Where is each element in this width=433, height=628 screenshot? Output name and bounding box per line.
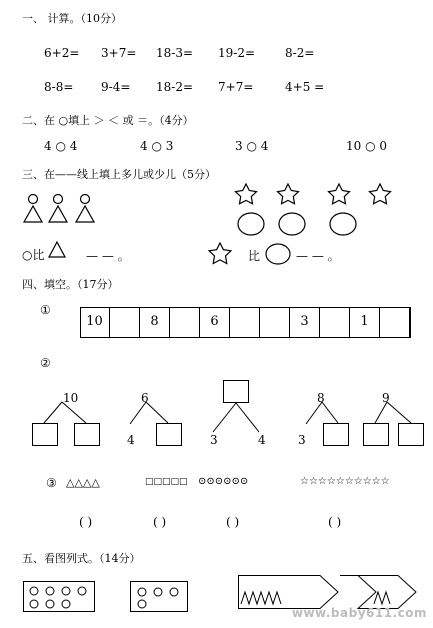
section5-heading: 五、看图列式。（14分） xyxy=(22,552,141,565)
shape-group-triangles: △△△△ xyxy=(66,476,100,489)
math-expression: 6+2= xyxy=(44,46,80,60)
tree-top-number: 6 xyxy=(141,391,149,405)
grid-cell[interactable]: 3 xyxy=(290,307,320,337)
answer-parens[interactable]: ( ) xyxy=(328,515,342,529)
question-marker: ② xyxy=(40,356,51,370)
shape-group-squares: □□□□□ xyxy=(145,477,188,487)
grid-cell[interactable] xyxy=(380,307,410,337)
math-expression: 3+7= xyxy=(101,46,137,60)
grid-cell[interactable]: 1 xyxy=(350,307,380,337)
tree-leaf-number: 4 xyxy=(127,433,135,447)
oval-icon xyxy=(266,244,290,264)
math-expression: 19-2= xyxy=(218,46,256,60)
grid-cell[interactable]: 8 xyxy=(140,307,170,337)
arrow-strip xyxy=(239,576,417,609)
watermark: www.baby611.com xyxy=(291,606,427,620)
tree-top-number: 9 xyxy=(382,391,390,405)
stars-row xyxy=(236,184,391,204)
circle-card-2 xyxy=(131,582,188,612)
circles-row xyxy=(29,195,90,204)
compare-word: 比 xyxy=(248,249,261,263)
shape-group-dotted-circles: ⊙⊙⊙⊙⊙⊙ xyxy=(198,476,249,487)
shape-group-stars: ☆☆☆☆☆☆☆☆☆☆ xyxy=(300,476,390,487)
circle-card-1 xyxy=(24,582,95,612)
ovals-row xyxy=(238,213,356,235)
section3-heading: 三、在——线上填上多儿或少儿（5分） xyxy=(22,168,216,181)
grid-cell[interactable] xyxy=(230,307,260,337)
grid-cell[interactable] xyxy=(170,307,200,337)
compare-item: 4 ○ 4 xyxy=(44,139,78,153)
tree-top-number: 10 xyxy=(63,391,79,405)
section1-heading: 一、 计算。（10分） xyxy=(22,12,122,25)
math-expression: 4+5 = xyxy=(285,80,325,94)
tree-top-number: 8 xyxy=(317,391,325,405)
math-expression: 7+7= xyxy=(218,80,254,94)
grid-cell[interactable]: 10 xyxy=(80,307,110,337)
number-trees xyxy=(33,381,424,446)
grid-cell[interactable]: 6 xyxy=(200,307,230,337)
star-icon xyxy=(209,243,231,264)
grid-cell[interactable] xyxy=(110,307,140,337)
answer-parens[interactable]: ( ) xyxy=(153,515,167,529)
section2-heading: 二、在 ○填上 ＞ ＜ 或 ＝。（4分） xyxy=(22,114,194,127)
compare-item: 3 ○ 4 xyxy=(235,139,269,153)
grid-cell[interactable] xyxy=(320,307,350,337)
answer-parens[interactable]: ( ) xyxy=(226,515,240,529)
triangle-icon xyxy=(49,242,65,257)
math-expression: 8-8= xyxy=(44,80,74,94)
triangles-row xyxy=(24,206,94,222)
compare-item: 4 ○ 3 xyxy=(140,139,174,153)
tree-leaf-number: 3 xyxy=(298,433,306,447)
answer-parens[interactable]: ( ) xyxy=(79,515,93,529)
compare-prefix: ○比 xyxy=(22,248,45,262)
math-expression: 8-2= xyxy=(285,46,315,60)
question-marker: ① xyxy=(40,303,51,317)
math-expression: 18-2= xyxy=(156,80,194,94)
tree-leaf-number: 3 xyxy=(210,433,218,447)
question-marker: ③ xyxy=(46,476,57,490)
tree-leaf-number: 4 xyxy=(258,433,266,447)
answer-blanks[interactable]: — — 。 xyxy=(86,249,130,263)
math-expression: 9-4= xyxy=(101,80,131,94)
grid-cell[interactable] xyxy=(260,307,290,337)
math-expression: 18-3= xyxy=(156,46,194,60)
section4-heading: 四、填空。（17分） xyxy=(22,278,119,291)
compare-item: 10 ○ 0 xyxy=(346,139,388,153)
answer-blanks[interactable]: — — 。 xyxy=(296,249,340,263)
